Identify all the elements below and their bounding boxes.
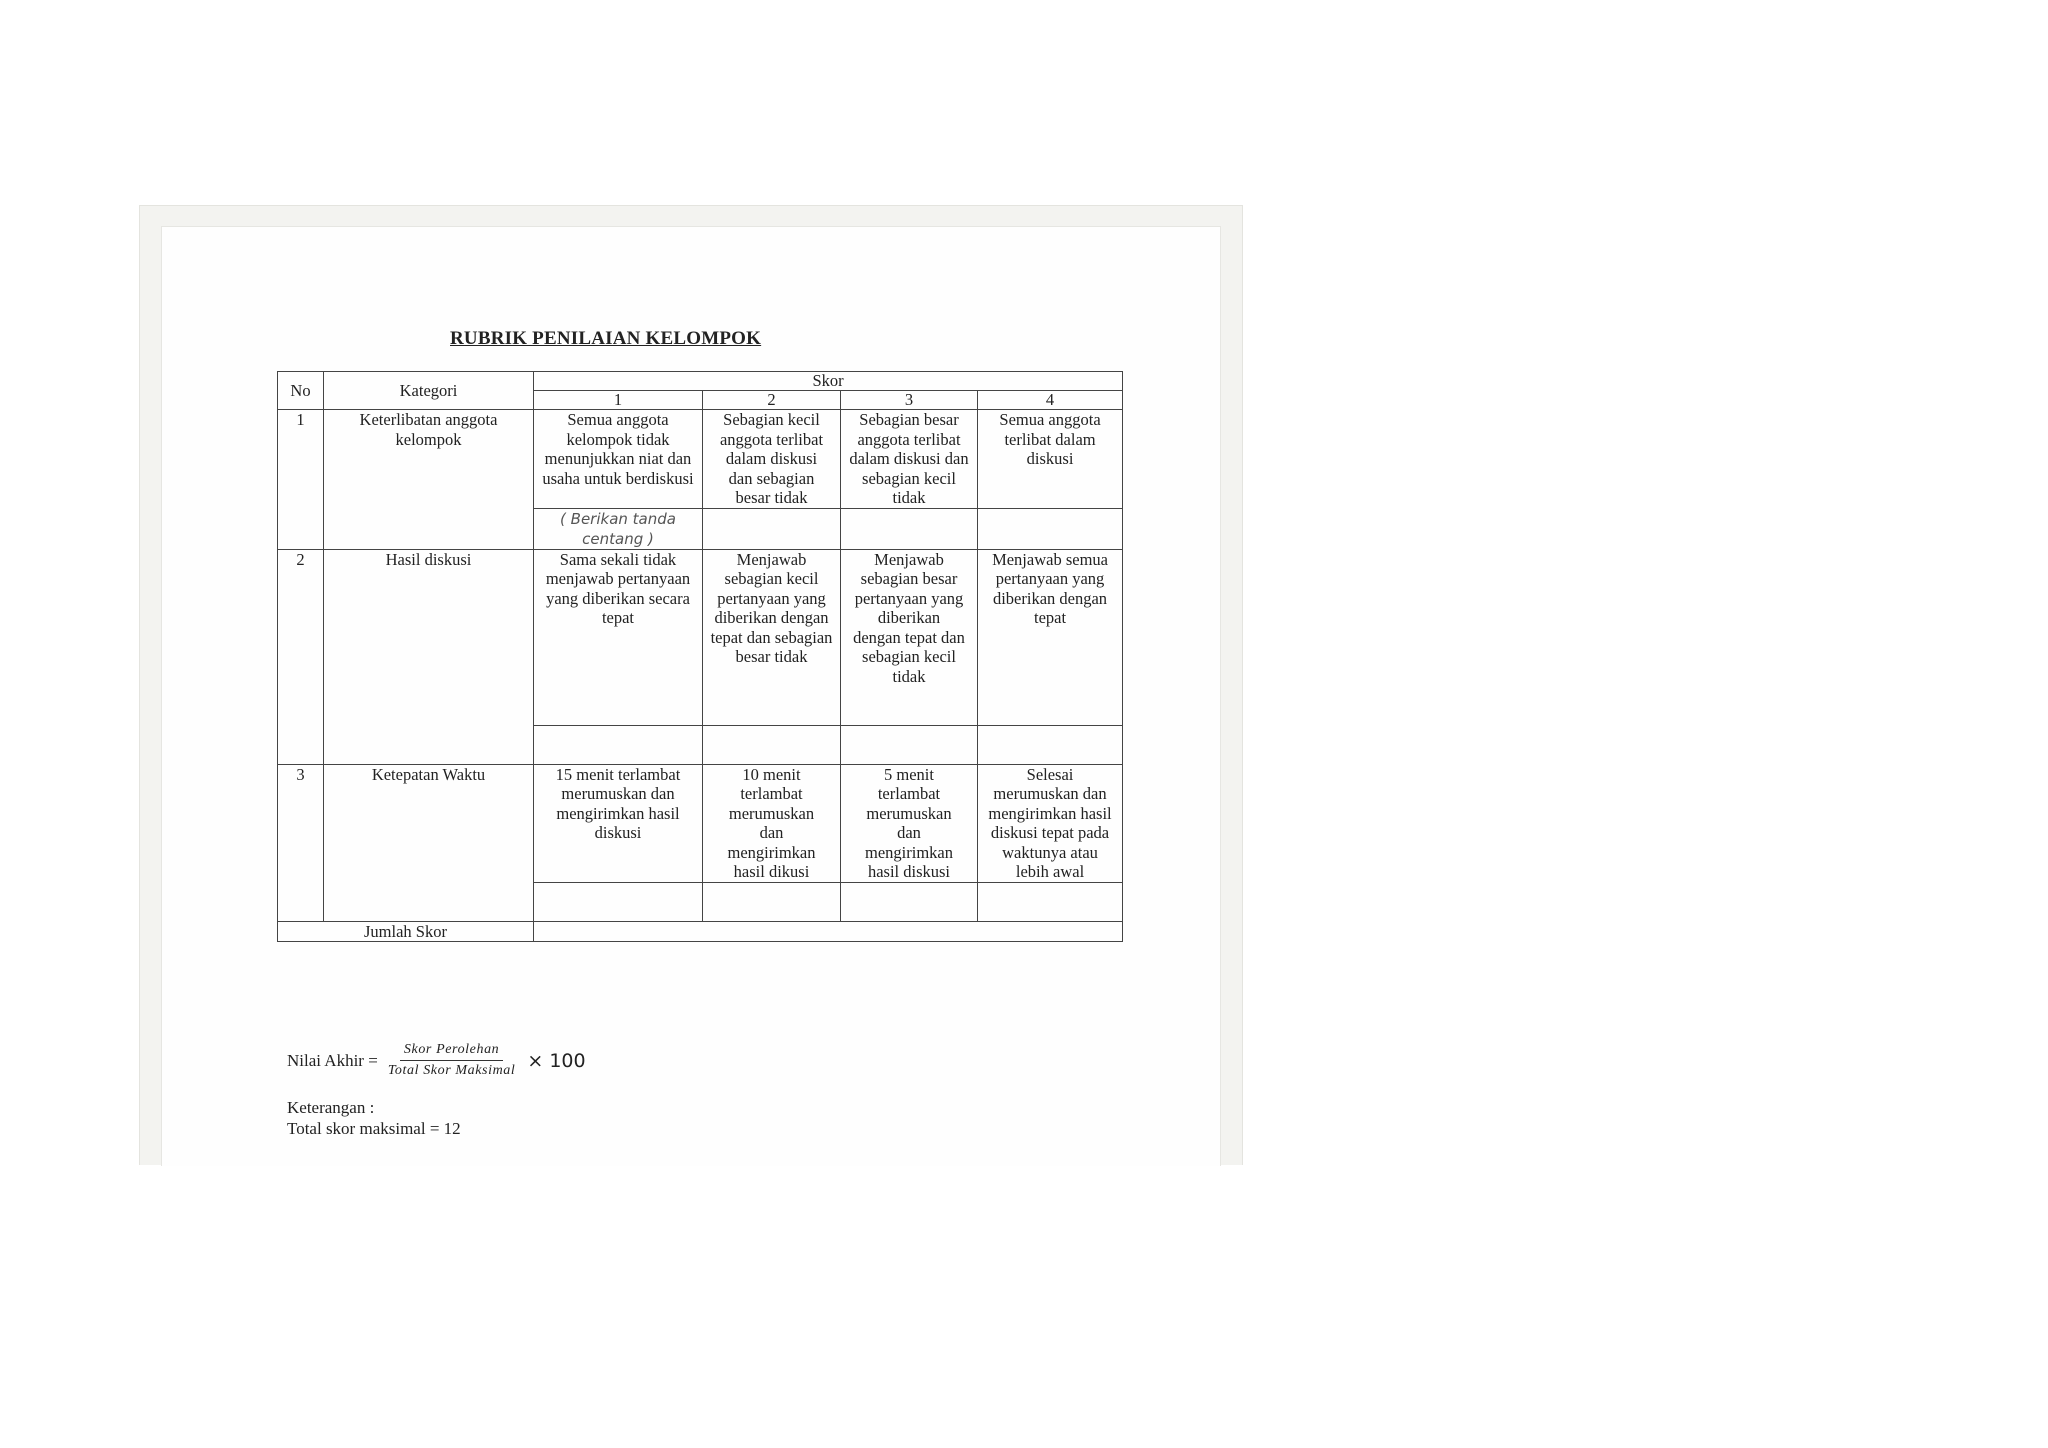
row-kategori: Ketepatan Waktu — [324, 764, 534, 921]
header-kategori: Kategori — [324, 372, 534, 410]
score-descriptor-1: Semua anggota kelompok tidak menunjukkan niat dan usaha untuk berdiskusi — [534, 410, 703, 509]
table-row — [278, 549, 1123, 725]
row-number: 3 — [278, 764, 324, 921]
check-cell-2[interactable] — [703, 508, 841, 549]
header-skor: Skor — [534, 372, 1123, 391]
document-page — [161, 226, 1221, 1166]
header-no: No — [278, 372, 324, 410]
formula-label: Nilai Akhir = — [287, 1050, 378, 1070]
check-cell-1[interactable] — [534, 882, 703, 921]
score-descriptor-4: Semua anggota terlibat dalam diskusi — [978, 410, 1123, 509]
row-number: 1 — [278, 410, 324, 550]
check-cell-1[interactable] — [534, 508, 703, 549]
formula-multiplier: × 100 — [527, 1049, 586, 1072]
formula-fraction — [384, 1042, 520, 1079]
check-cell-2[interactable] — [703, 882, 841, 921]
table-row — [278, 764, 1123, 882]
score-descriptor-3: Sebagian besar anggota terlibat dalam diskusi dan sebagian kecil tidak — [841, 410, 978, 509]
check-cell-3[interactable] — [841, 508, 978, 549]
row-kategori: Keterlibatan anggota kelompok — [324, 410, 534, 550]
formula-denominator: Total Skor Maksimal — [387, 1063, 516, 1078]
total-row — [278, 921, 1123, 942]
check-cell-4[interactable] — [978, 882, 1123, 921]
score-descriptor-4: Menjawab semua pertanyaan yang diberikan dengan tepat — [978, 549, 1123, 725]
score-descriptor-4: Selesai merumuskan dan mengirimkan hasil diskusi tepat pada waktunya atau lebih awal — [978, 764, 1123, 882]
header-score-2: 2 — [703, 391, 841, 410]
table-row — [278, 410, 1123, 509]
notes-text: Total skor maksimal = 12 — [287, 1119, 461, 1138]
notes-section — [287, 1097, 461, 1139]
total-value-cell[interactable] — [534, 921, 1123, 942]
score-descriptor-1: Sama sekali tidak menjawab pertanyaan yang diberikan secara tepat — [534, 549, 703, 725]
rubric-table — [277, 371, 1123, 942]
row-kategori: Hasil diskusi — [324, 549, 534, 764]
check-hint: ( Berikan tanda centang ) — [560, 509, 676, 548]
score-descriptor-2: Sebagian kecil anggota terlibat dalam diskusi dan sebagian besar tidak — [703, 410, 841, 509]
score-descriptor-1: 15 menit terlambat merumuskan dan mengirimkan hasil diskusi — [534, 764, 703, 882]
check-cell-1[interactable] — [534, 725, 703, 764]
header-score-1: 1 — [534, 391, 703, 410]
document-title: RUBRIK PENILAIAN KELOMPOK — [450, 328, 762, 349]
formula-numerator: Skor Perolehan — [400, 1042, 503, 1061]
table-header-row — [278, 372, 1123, 391]
check-cell-4[interactable] — [978, 725, 1123, 764]
score-descriptor-3: 5 menit terlambat merumuskan dan mengirimkan hasil diskusi — [841, 764, 978, 882]
check-cell-2[interactable] — [703, 725, 841, 764]
check-cell-3[interactable] — [841, 882, 978, 921]
score-descriptor-2: Menjawab sebagian kecil pertanyaan yang diberikan dengan tepat dan sebagian besar tidak — [703, 549, 841, 725]
score-descriptor-2: 10 menit terlambat merumuskan dan mengirimkan hasil dikusi — [703, 764, 841, 882]
score-descriptor-3: Menjawab sebagian besar pertanyaan yang diberikan dengan tepat dan sebagian kecil tidak — [841, 549, 978, 725]
header-score-3: 3 — [841, 391, 978, 410]
final-score-formula — [287, 1042, 586, 1079]
check-cell-4[interactable] — [978, 508, 1123, 549]
row-number: 2 — [278, 549, 324, 764]
notes-heading: Keterangan : — [287, 1098, 375, 1117]
document-frame — [139, 205, 1243, 1165]
total-label: Jumlah Skor — [278, 921, 534, 942]
check-cell-3[interactable] — [841, 725, 978, 764]
header-score-4: 4 — [978, 391, 1123, 410]
